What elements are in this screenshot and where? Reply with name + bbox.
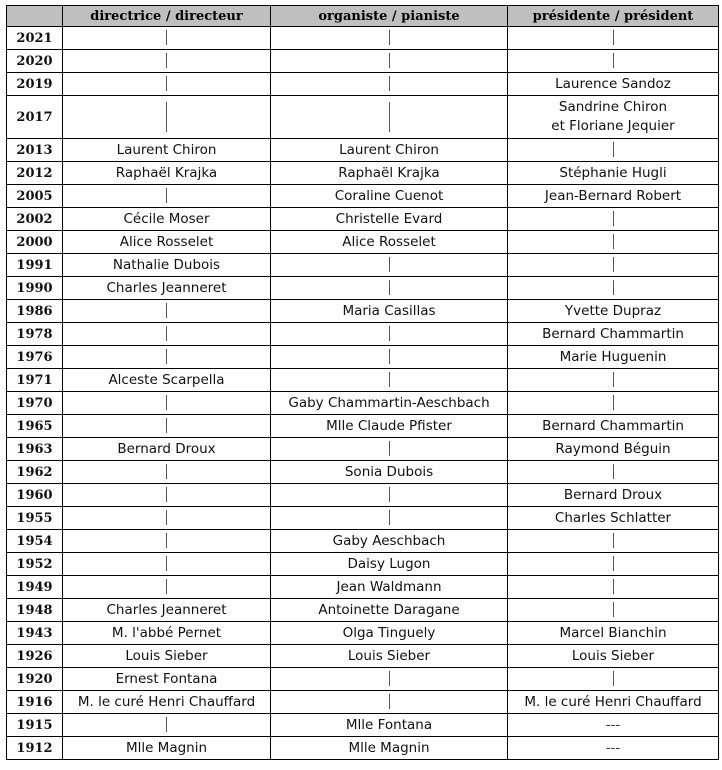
- continuation-mark: [166, 717, 167, 732]
- continuation-mark: [166, 349, 167, 364]
- organiste-name: Christelle Evard: [335, 210, 443, 227]
- year-cell: 1912: [7, 737, 63, 760]
- president-cell: [508, 73, 719, 96]
- organiste-cell: [271, 507, 508, 530]
- header-organiste: organiste / pianiste: [271, 6, 508, 27]
- organiste-cell: [271, 622, 508, 645]
- organiste-cell: [271, 73, 508, 96]
- table-row: [7, 392, 719, 415]
- year-cell: 1990: [7, 277, 63, 300]
- table-row: [7, 162, 719, 185]
- president-cell: [508, 461, 719, 484]
- president-name: Sandrine Chiron: [558, 99, 668, 116]
- table-row: [7, 346, 719, 369]
- continuation-mark: [389, 102, 390, 132]
- continuation-mark: [389, 30, 390, 45]
- organiste-cell: [271, 530, 508, 553]
- president-cell: [508, 714, 719, 737]
- year-cell: 1986: [7, 300, 63, 323]
- continuation-mark: [613, 257, 614, 272]
- continuation-mark: [166, 556, 167, 571]
- president-cell: [508, 277, 719, 300]
- header-directeur: directrice / directeur: [63, 6, 271, 27]
- continuation-mark: [166, 579, 167, 594]
- table-row: [7, 507, 719, 530]
- president-name-line2: et Floriane Jequier: [551, 118, 675, 134]
- table-body: [7, 27, 719, 760]
- organiste-cell: [271, 438, 508, 461]
- continuation-mark: [389, 349, 390, 364]
- president-cell: [508, 96, 719, 139]
- directeur-cell: [63, 254, 271, 277]
- organiste-name: Olga Tinguely: [342, 624, 436, 641]
- table-row: [7, 415, 719, 438]
- president-cell: [508, 185, 719, 208]
- president-name: Charles Schlatter: [554, 509, 672, 526]
- president-cell: [508, 691, 719, 714]
- organiste-cell: [271, 139, 508, 162]
- organiste-cell: [271, 668, 508, 691]
- continuation-mark: [389, 510, 390, 525]
- president-name: Stéphanie Hugli: [559, 164, 667, 181]
- directeur-cell: [63, 231, 271, 254]
- organiste-cell: [271, 415, 508, 438]
- president-name: Raymond Béguin: [555, 440, 671, 457]
- president-cell: [508, 27, 719, 50]
- president-cell: [508, 323, 719, 346]
- president-cell: [508, 208, 719, 231]
- year-cell: 2019: [7, 73, 63, 96]
- year-cell: 1976: [7, 346, 63, 369]
- president-cell: [508, 553, 719, 576]
- continuation-mark: [166, 533, 167, 548]
- continuation-mark: [166, 326, 167, 341]
- president-name: Bernard Droux: [563, 486, 663, 503]
- organiste-cell: [271, 231, 508, 254]
- year-cell: 1926: [7, 645, 63, 668]
- year-cell: 1954: [7, 530, 63, 553]
- directeur-cell: [63, 300, 271, 323]
- president-cell: [508, 254, 719, 277]
- table-row: [7, 208, 719, 231]
- president-name: Marie Huguenin: [559, 348, 667, 365]
- organiste-name: Daisy Lugon: [347, 555, 431, 572]
- president-cell: [508, 507, 719, 530]
- president-name: Marcel Bianchin: [559, 624, 667, 641]
- continuation-mark: [613, 671, 614, 686]
- organiste-cell: [271, 346, 508, 369]
- organiste-cell: [271, 737, 508, 760]
- table-row: [7, 277, 719, 300]
- continuation-mark: [613, 211, 614, 226]
- organiste-cell: [271, 714, 508, 737]
- directeur-cell: [63, 50, 271, 73]
- organiste-name: Louis Sieber: [347, 647, 431, 664]
- directeur-cell: [63, 507, 271, 530]
- year-cell: 1948: [7, 599, 63, 622]
- continuation-mark: [389, 487, 390, 502]
- organiste-cell: [271, 96, 508, 139]
- continuation-mark: [389, 76, 390, 91]
- organiste-cell: [271, 553, 508, 576]
- organiste-name: Jean Waldmann: [336, 578, 442, 595]
- continuation-mark: [613, 142, 614, 157]
- directeur-name: Raphaël Krajka: [115, 164, 218, 181]
- table-row: [7, 254, 719, 277]
- table-row: [7, 484, 719, 507]
- president-cell: [508, 162, 719, 185]
- directeur-cell: [63, 162, 271, 185]
- directeur-cell: [63, 415, 271, 438]
- continuation-mark: [389, 441, 390, 456]
- organiste-cell: [271, 162, 508, 185]
- continuation-mark: [166, 102, 167, 132]
- directeur-name: Bernard Droux: [117, 440, 216, 457]
- header-president: présidente / président: [508, 6, 719, 27]
- continuation-mark: [389, 372, 390, 387]
- organiste-name: Gaby Chammartin-Aeschbach: [288, 394, 490, 411]
- year-cell: 1991: [7, 254, 63, 277]
- directeur-cell: [63, 714, 271, 737]
- organiste-name: Raphaël Krajka: [338, 164, 440, 181]
- organiste-name: Maria Casillas: [342, 302, 436, 319]
- continuation-mark: [166, 188, 167, 203]
- year-cell: 1963: [7, 438, 63, 461]
- directeur-cell: [63, 576, 271, 599]
- year-cell: 2017: [7, 96, 63, 139]
- table-row: [7, 231, 719, 254]
- continuation-mark: [613, 234, 614, 249]
- organiste-cell: [271, 576, 508, 599]
- continuation-mark: [389, 280, 390, 295]
- table-row: [7, 300, 719, 323]
- year-cell: 1960: [7, 484, 63, 507]
- continuation-mark: [613, 30, 614, 45]
- table-row: [7, 323, 719, 346]
- continuation-mark: [166, 510, 167, 525]
- table-row: [7, 645, 719, 668]
- organiste-cell: [271, 369, 508, 392]
- directeur-name: Laurent Chiron: [116, 141, 217, 158]
- organiste-name: Laurent Chiron: [339, 141, 439, 158]
- continuation-mark: [389, 53, 390, 68]
- table-row: [7, 576, 719, 599]
- president-name: Yvette Dupraz: [564, 302, 662, 319]
- organiste-cell: [271, 277, 508, 300]
- organiste-cell: [271, 254, 508, 277]
- continuation-mark: [613, 464, 614, 479]
- year-cell: 1949: [7, 576, 63, 599]
- directeur-name: Charles Jeanneret: [106, 601, 227, 618]
- directeur-name: Alice Rosselet: [119, 233, 214, 250]
- continuation-mark: [166, 76, 167, 91]
- president-cell: [508, 231, 719, 254]
- directeur-cell: [63, 484, 271, 507]
- directeur-cell: [63, 461, 271, 484]
- president-name: Laurence Sandoz: [555, 75, 671, 92]
- directeur-name: Charles Jeanneret: [106, 279, 227, 296]
- organiste-cell: [271, 461, 508, 484]
- continuation-mark: [389, 694, 390, 709]
- year-cell: 1920: [7, 668, 63, 691]
- year-cell: 2012: [7, 162, 63, 185]
- directeur-cell: [63, 346, 271, 369]
- continuation-mark: [613, 602, 614, 617]
- table-row: [7, 139, 719, 162]
- organiste-cell: [271, 599, 508, 622]
- organiste-cell: [271, 208, 508, 231]
- continuation-mark: [389, 326, 390, 341]
- directeur-cell: [63, 208, 271, 231]
- directeur-name: Alceste Scarpella: [108, 371, 225, 388]
- year-cell: 1915: [7, 714, 63, 737]
- continuation-mark: [166, 30, 167, 45]
- header-row: [7, 6, 719, 27]
- organiste-name: Mlle Fontana: [345, 716, 433, 733]
- organiste-cell: [271, 484, 508, 507]
- table-row: [7, 73, 719, 96]
- directeur-name: Louis Sieber: [125, 647, 208, 664]
- table-row: [7, 714, 719, 737]
- table-row: [7, 27, 719, 50]
- president-cell: [508, 392, 719, 415]
- directeur-name: M. le curé Henri Chauffard: [77, 693, 256, 710]
- president-cell: [508, 300, 719, 323]
- directeur-name: Cécile Moser: [123, 210, 210, 227]
- header-year: [7, 6, 63, 27]
- year-cell: 1978: [7, 323, 63, 346]
- continuation-mark: [613, 53, 614, 68]
- organiste-name: Sonia Dubois: [344, 463, 434, 480]
- table-row: [7, 737, 719, 760]
- organiste-name: Alice Rosselet: [342, 233, 436, 250]
- table-row: [7, 50, 719, 73]
- directeur-cell: [63, 622, 271, 645]
- year-cell: 1955: [7, 507, 63, 530]
- year-cell: 2000: [7, 231, 63, 254]
- president-name: Louis Sieber: [571, 647, 655, 664]
- year-cell: 2002: [7, 208, 63, 231]
- year-cell: 1971: [7, 369, 63, 392]
- president-name: Bernard Chammartin: [542, 417, 684, 434]
- history-table: [6, 5, 719, 760]
- table-row: [7, 553, 719, 576]
- directeur-cell: [63, 96, 271, 139]
- directeur-cell: [63, 645, 271, 668]
- president-cell: [508, 346, 719, 369]
- continuation-mark: [613, 372, 614, 387]
- president-cell: [508, 369, 719, 392]
- president-cell: [508, 438, 719, 461]
- organiste-cell: [271, 50, 508, 73]
- table-row: [7, 96, 719, 139]
- continuation-mark: [613, 556, 614, 571]
- directeur-cell: [63, 392, 271, 415]
- president-cell: [508, 645, 719, 668]
- directeur-cell: [63, 139, 271, 162]
- directeur-name: Nathalie Dubois: [112, 256, 221, 273]
- table-row: [7, 369, 719, 392]
- president-cell: [508, 50, 719, 73]
- directeur-cell: [63, 323, 271, 346]
- president-cell: [508, 139, 719, 162]
- president-cell: [508, 530, 719, 553]
- organiste-name: Coraline Cuenot: [334, 187, 444, 204]
- president-name: Bernard Chammartin: [542, 325, 684, 342]
- president-cell: [508, 668, 719, 691]
- president-cell: [508, 622, 719, 645]
- organiste-cell: [271, 392, 508, 415]
- year-cell: 1943: [7, 622, 63, 645]
- continuation-mark: [613, 579, 614, 594]
- continuation-mark: [166, 418, 167, 433]
- directeur-cell: [63, 530, 271, 553]
- year-cell: 2020: [7, 50, 63, 73]
- table-row: [7, 185, 719, 208]
- president-cell: [508, 737, 719, 760]
- continuation-mark: [613, 395, 614, 410]
- year-cell: 1970: [7, 392, 63, 415]
- directeur-cell: [63, 27, 271, 50]
- organiste-name: Mlle Claude Pfister: [326, 417, 452, 434]
- continuation-mark: [613, 280, 614, 295]
- organiste-cell: [271, 300, 508, 323]
- table-row: [7, 530, 719, 553]
- year-cell: 1916: [7, 691, 63, 714]
- organiste-name: Antoinette Daragane: [318, 601, 460, 618]
- directeur-cell: [63, 73, 271, 96]
- year-cell: 2013: [7, 139, 63, 162]
- president-name: ---: [605, 716, 621, 733]
- organiste-name: Gaby Aeschbach: [332, 532, 446, 549]
- organiste-name: Mlle Magnin: [348, 739, 430, 756]
- year-cell: 1965: [7, 415, 63, 438]
- year-cell: 1962: [7, 461, 63, 484]
- continuation-mark: [389, 257, 390, 272]
- table-row: [7, 622, 719, 645]
- organiste-cell: [271, 185, 508, 208]
- organiste-cell: [271, 691, 508, 714]
- president-name: ---: [605, 739, 621, 756]
- directeur-cell: [63, 369, 271, 392]
- directeur-cell: [63, 185, 271, 208]
- table-row: [7, 461, 719, 484]
- year-cell: 2021: [7, 27, 63, 50]
- continuation-mark: [166, 53, 167, 68]
- directeur-cell: [63, 668, 271, 691]
- president-name: M. le curé Henri Chauffard: [524, 693, 702, 710]
- table-row: [7, 668, 719, 691]
- organiste-cell: [271, 27, 508, 50]
- year-cell: 1952: [7, 553, 63, 576]
- directeur-cell: [63, 599, 271, 622]
- directeur-name: Ernest Fontana: [115, 670, 218, 687]
- organiste-cell: [271, 645, 508, 668]
- directeur-cell: [63, 438, 271, 461]
- table-row: [7, 691, 719, 714]
- table-row: [7, 599, 719, 622]
- table-row: [7, 438, 719, 461]
- president-cell: [508, 599, 719, 622]
- directeur-cell: [63, 737, 271, 760]
- continuation-mark: [166, 395, 167, 410]
- directeur-name: M. l'abbé Pernet: [111, 624, 222, 641]
- organiste-cell: [271, 323, 508, 346]
- continuation-mark: [166, 303, 167, 318]
- directeur-cell: [63, 691, 271, 714]
- president-cell: [508, 576, 719, 599]
- continuation-mark: [166, 487, 167, 502]
- directeur-name: Mlle Magnin: [125, 739, 208, 756]
- continuation-mark: [166, 464, 167, 479]
- continuation-mark: [613, 533, 614, 548]
- president-name: Jean-Bernard Robert: [544, 187, 682, 204]
- continuation-mark: [389, 671, 390, 686]
- directeur-cell: [63, 277, 271, 300]
- president-cell: [508, 415, 719, 438]
- directeur-cell: [63, 553, 271, 576]
- president-cell: [508, 484, 719, 507]
- year-cell: 2005: [7, 185, 63, 208]
